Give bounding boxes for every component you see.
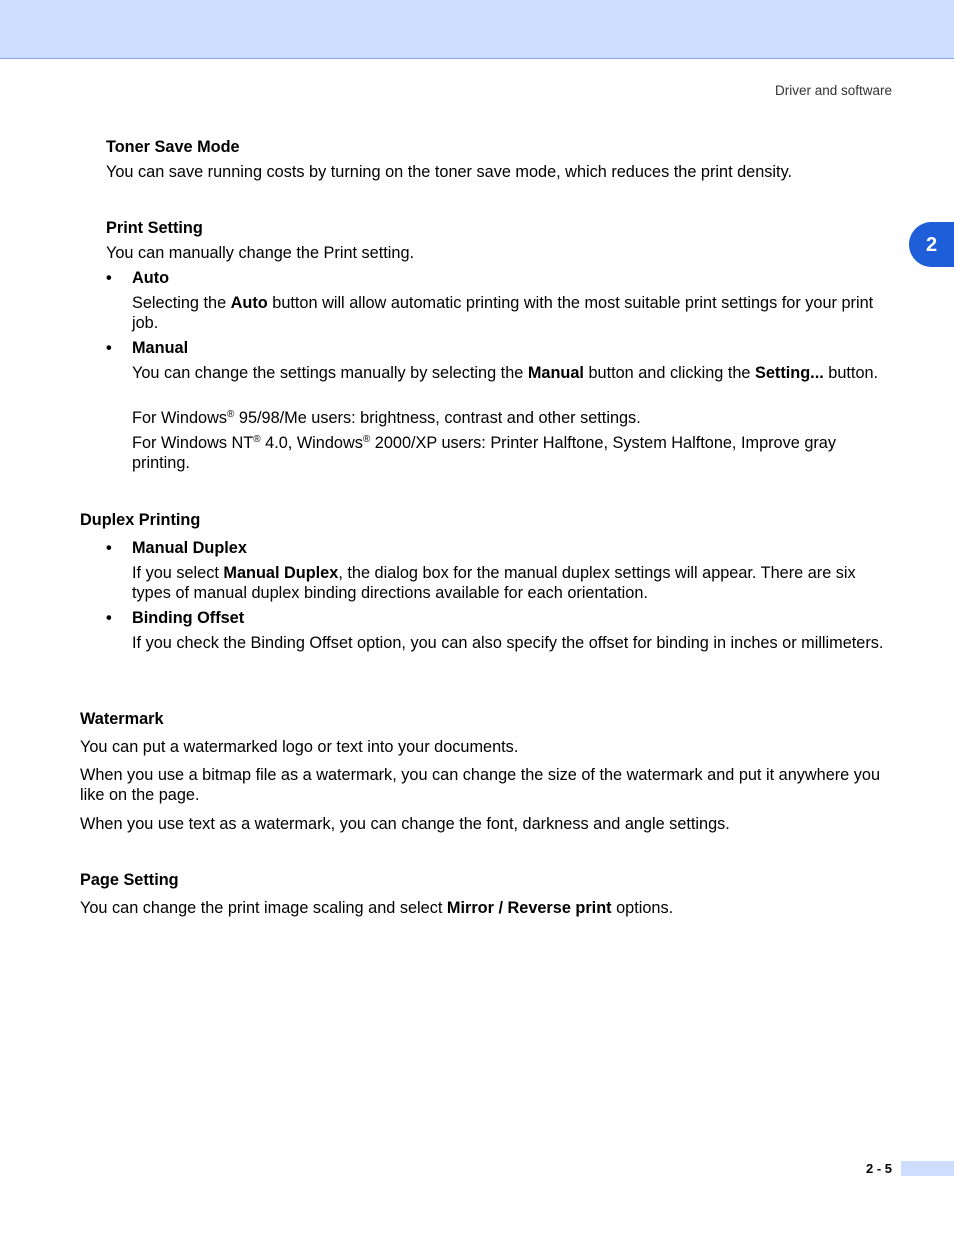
auto-text: Selecting the Auto button will allow automatic printing with the most suitable print settings for your print job. — [132, 294, 874, 332]
watermark-text-3: When you use text as a watermark, you can change the font, darkness and angle settings. — [80, 815, 730, 833]
bullet: • — [106, 269, 112, 287]
footer-band — [901, 1161, 954, 1176]
header-title: Driver and software — [774, 83, 892, 98]
manual-text: You can change the settings manually by selecting the Manual button and clicking the Setting... button. — [132, 364, 879, 382]
bullet: • — [106, 539, 112, 557]
manual-winnt-text: For Windows NT® 4.0, Windows® 2000/XP users: Printer Halftone, System Halftone, Improve gray printing. — [132, 434, 836, 472]
manual-label: Manual — [132, 339, 189, 357]
print-setting-intro: You can manually change the Print setting. — [106, 244, 415, 262]
auto-label: Auto — [132, 269, 170, 287]
page-setting-heading: Page Setting — [80, 871, 179, 889]
toner-save-text: You can save running costs by turning on the toner save mode, which reduces the print density. — [106, 163, 793, 181]
bullet: • — [106, 609, 112, 627]
page-number: 2 - 5 — [865, 1161, 892, 1176]
manual-win95-text: For Windows® 95/98/Me users: brightness, contrast and other settings. — [132, 409, 641, 427]
watermark-heading: Watermark — [80, 710, 164, 728]
bullet: • — [106, 339, 112, 357]
header-band — [0, 0, 954, 59]
binding-offset-text: If you check the Binding Offset option, you can also specify the offset for binding in inches or millimeters. — [132, 634, 884, 652]
binding-offset-label: Binding Offset — [132, 609, 245, 627]
chapter-tab: 2 — [909, 222, 954, 267]
watermark-text-1: You can put a watermarked logo or text into your documents. — [80, 738, 519, 756]
manual-duplex-text: If you select Manual Duplex, the dialog box for the manual duplex settings will appear. There are six types of manual duplex binding directions available for each orientation. — [132, 564, 856, 602]
watermark-text-2: When you use a bitmap file as a watermark, you can change the size of the watermark and put it anywhere you like on the page. — [80, 766, 881, 804]
print-setting-heading: Print Setting — [106, 219, 203, 237]
page-setting-text: You can change the print image scaling and select Mirror / Reverse print options. — [80, 899, 674, 917]
manual-duplex-label: Manual Duplex — [132, 539, 247, 557]
toner-save-heading: Toner Save Mode — [106, 138, 240, 156]
duplex-heading: Duplex Printing — [80, 511, 201, 529]
